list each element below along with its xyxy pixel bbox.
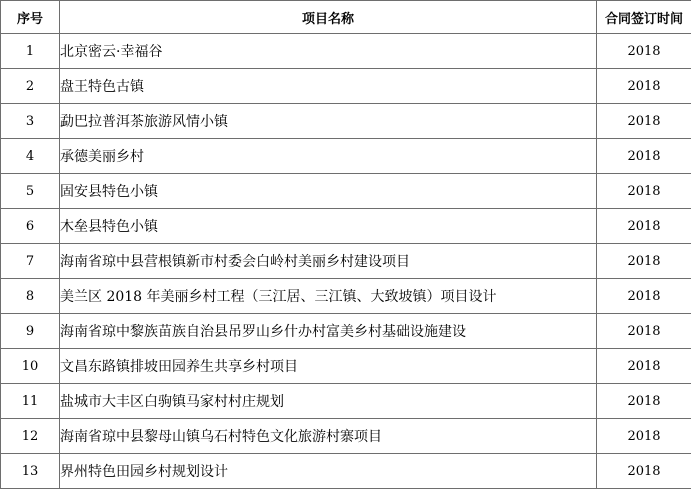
row-contract-year: 2018 xyxy=(597,209,691,244)
table-row xyxy=(1,104,691,139)
row-contract-year: 2018 xyxy=(597,139,691,174)
row-index: 1 xyxy=(1,34,60,69)
row-index: 3 xyxy=(1,104,60,139)
row-contract-year: 2018 xyxy=(597,419,691,454)
table-row xyxy=(1,419,691,454)
row-project-name: 勐巴拉普洱茶旅游风情小镇 xyxy=(60,104,597,139)
row-index: 2 xyxy=(1,69,60,104)
row-contract-year: 2018 xyxy=(597,454,691,489)
table-row xyxy=(1,314,691,349)
row-project-name: 盘王特色古镇 xyxy=(60,69,597,104)
row-project-name: 文昌东路镇排坡田园养生共享乡村项目 xyxy=(60,349,597,384)
row-contract-year: 2018 xyxy=(597,314,691,349)
row-contract-year: 2018 xyxy=(597,384,691,419)
table-row xyxy=(1,69,691,104)
row-contract-year: 2018 xyxy=(597,349,691,384)
header-index: 序号 xyxy=(1,1,60,34)
row-index: 10 xyxy=(1,349,60,384)
row-index: 7 xyxy=(1,244,60,279)
row-project-name: 海南省琼中黎族苗族自治县吊罗山乡什办村富美乡村基础设施建设 xyxy=(60,314,597,349)
row-index: 5 xyxy=(1,174,60,209)
row-project-name: 承德美丽乡村 xyxy=(60,139,597,174)
row-index: 13 xyxy=(1,454,60,489)
header-contract-year: 合同签订时间 xyxy=(597,1,691,34)
row-contract-year: 2018 xyxy=(597,34,691,69)
row-project-name: 美兰区 2018 年美丽乡村工程（三江居、三江镇、大致坡镇）项目设计 xyxy=(60,279,597,314)
row-index: 9 xyxy=(1,314,60,349)
header-row xyxy=(1,1,691,34)
table-row xyxy=(1,174,691,209)
row-project-name: 界州特色田园乡村规划设计 xyxy=(60,454,597,489)
row-project-name: 固安县特色小镇 xyxy=(60,174,597,209)
table-body xyxy=(1,34,691,489)
table-row xyxy=(1,209,691,244)
header-project-name: 项目名称 xyxy=(60,1,597,34)
table-row xyxy=(1,34,691,69)
row-project-name: 海南省琼中县黎母山镇乌石村特色文化旅游村寨项目 xyxy=(60,419,597,454)
table-row xyxy=(1,384,691,419)
table-row xyxy=(1,139,691,174)
table-row xyxy=(1,244,691,279)
row-index: 6 xyxy=(1,209,60,244)
row-project-name: 北京密云·幸福谷 xyxy=(60,34,597,69)
row-contract-year: 2018 xyxy=(597,104,691,139)
row-contract-year: 2018 xyxy=(597,69,691,104)
row-index: 8 xyxy=(1,279,60,314)
row-project-name: 木垒县特色小镇 xyxy=(60,209,597,244)
table-row xyxy=(1,279,691,314)
row-contract-year: 2018 xyxy=(597,279,691,314)
row-contract-year: 2018 xyxy=(597,174,691,209)
row-project-name: 海南省琼中县营根镇新市村委会白岭村美丽乡村建设项目 xyxy=(60,244,597,279)
table-row xyxy=(1,454,691,489)
row-index: 4 xyxy=(1,139,60,174)
table-row xyxy=(1,349,691,384)
row-contract-year: 2018 xyxy=(597,244,691,279)
row-index: 12 xyxy=(1,419,60,454)
row-project-name: 盐城市大丰区白驹镇马家村村庄规划 xyxy=(60,384,597,419)
row-index: 11 xyxy=(1,384,60,419)
